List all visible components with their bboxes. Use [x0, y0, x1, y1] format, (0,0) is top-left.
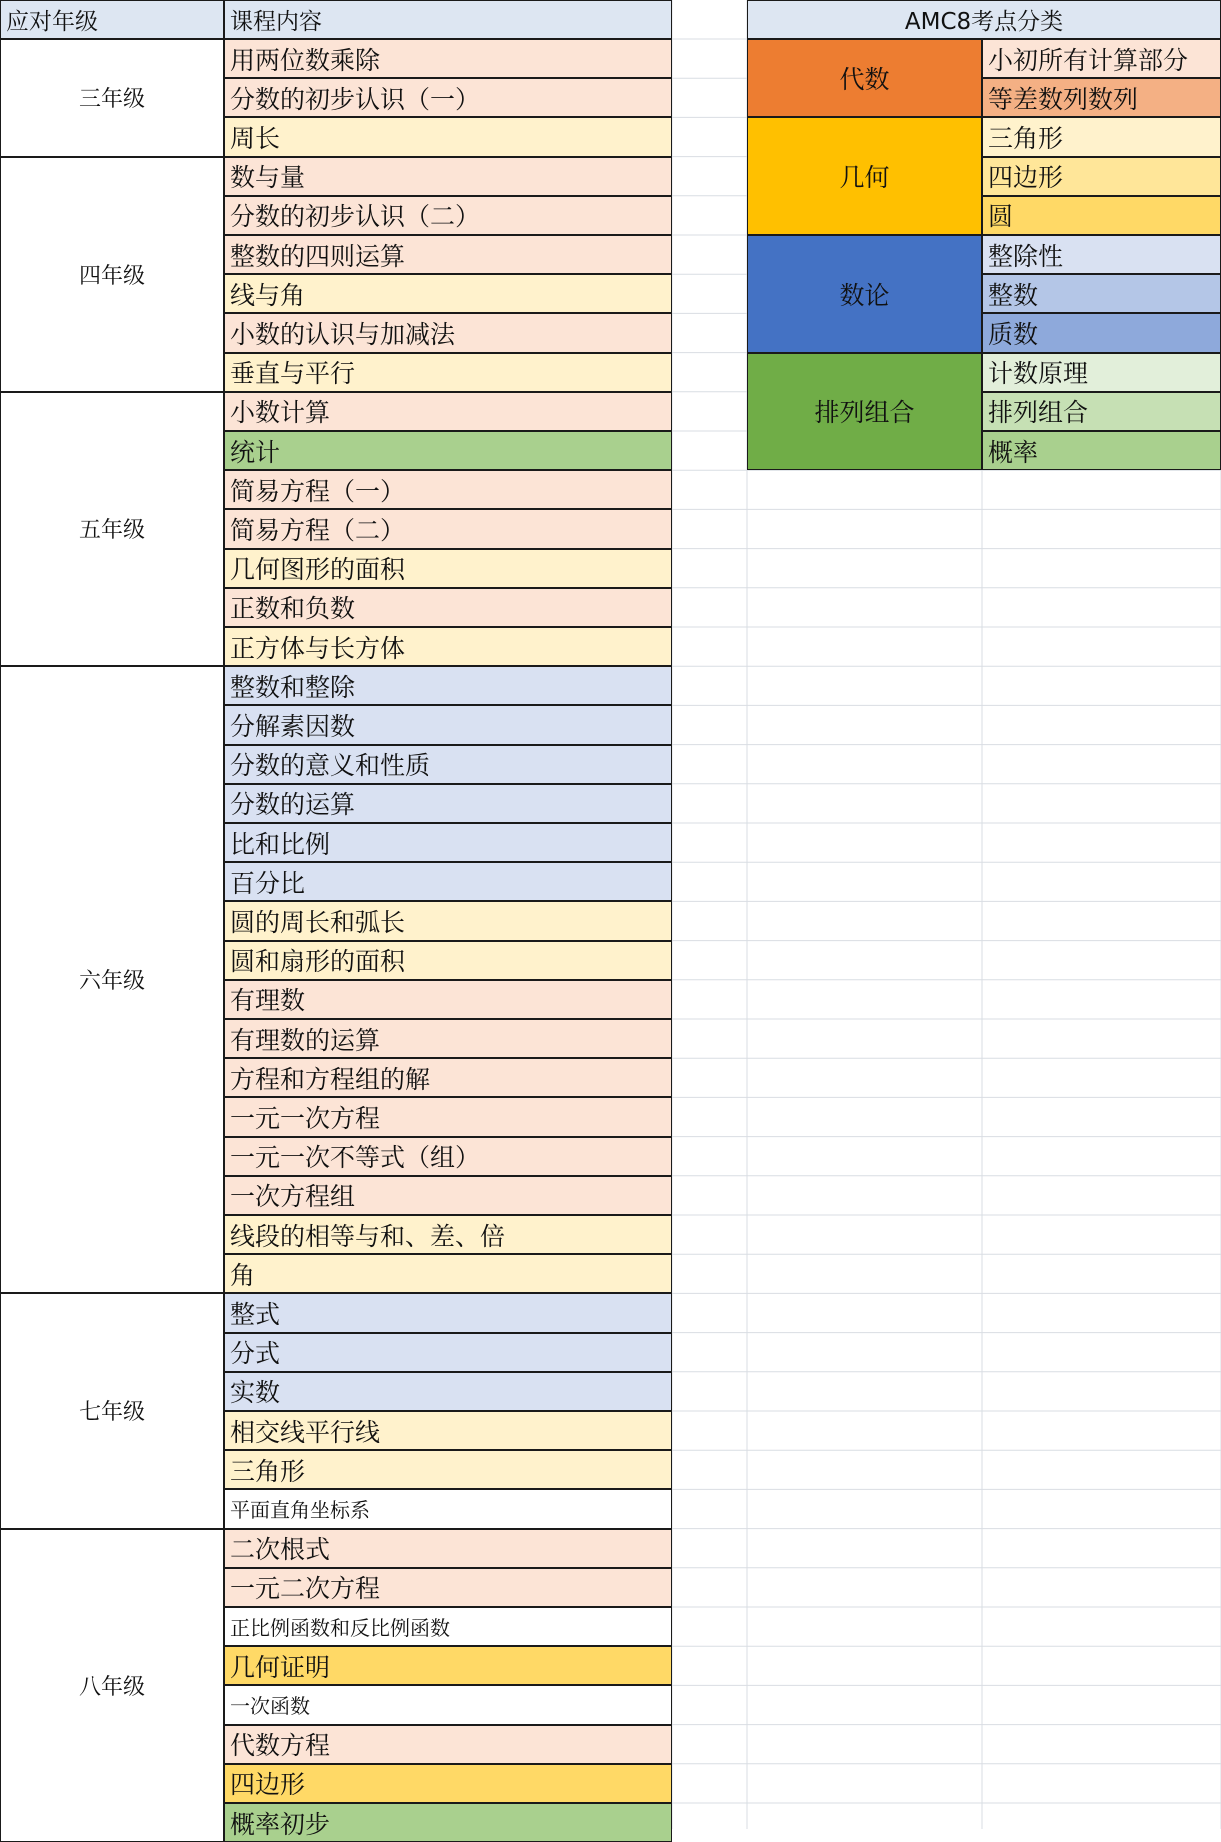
category-item-cell[interactable]: 圆: [982, 196, 1221, 235]
topic-cell[interactable]: 三角形: [224, 1450, 672, 1489]
grade-cell[interactable]: 六年级: [0, 666, 224, 1293]
category-item-cell[interactable]: 质数: [982, 313, 1221, 352]
topic-cell[interactable]: 简易方程（二）: [224, 509, 672, 548]
topic-cell[interactable]: 线与角: [224, 274, 672, 313]
topic-cell[interactable]: 一元二次方程: [224, 1568, 672, 1607]
category-item-cell[interactable]: 三角形: [982, 117, 1221, 156]
topic-cell[interactable]: 圆和扇形的面积: [224, 941, 672, 980]
topic-cell[interactable]: 整式: [224, 1293, 672, 1332]
topic-cell[interactable]: 整数和整除: [224, 666, 672, 705]
topic-cell[interactable]: 有理数: [224, 980, 672, 1019]
topic-cell[interactable]: 正方体与长方体: [224, 627, 672, 666]
category-item-cell[interactable]: 四边形: [982, 157, 1221, 196]
topic-cell[interactable]: 比和比例: [224, 823, 672, 862]
topic-cell[interactable]: 一元一次不等式（组）: [224, 1137, 672, 1176]
topic-cell[interactable]: 代数方程: [224, 1725, 672, 1764]
topic-cell[interactable]: 平面直角坐标系: [224, 1489, 672, 1528]
topic-cell[interactable]: 一次方程组: [224, 1176, 672, 1215]
category-item-cell[interactable]: 整除性: [982, 235, 1221, 274]
topic-cell[interactable]: 整数的四则运算: [224, 235, 672, 274]
category-item-cell[interactable]: 小初所有计算部分: [982, 39, 1221, 78]
topic-cell[interactable]: 分数的初步认识（二）: [224, 196, 672, 235]
category-item-cell[interactable]: 概率: [982, 431, 1221, 470]
topic-cell[interactable]: 线段的相等与和、差、倍: [224, 1215, 672, 1254]
topic-cell[interactable]: 概率初步: [224, 1803, 672, 1842]
topic-cell[interactable]: 小数的认识与加减法: [224, 313, 672, 352]
topic-cell[interactable]: 分解素因数: [224, 705, 672, 744]
topic-cell[interactable]: 圆的周长和弧长: [224, 901, 672, 940]
grade-cell[interactable]: 七年级: [0, 1293, 224, 1528]
topic-cell[interactable]: 周长: [224, 117, 672, 156]
category-item-cell[interactable]: 计数原理: [982, 353, 1221, 392]
category-cell[interactable]: 几何: [747, 117, 982, 235]
topic-cell[interactable]: 分式: [224, 1333, 672, 1372]
header-grade[interactable]: 应对年级: [0, 0, 224, 39]
topic-cell[interactable]: 正数和负数: [224, 588, 672, 627]
topic-cell[interactable]: 角: [224, 1254, 672, 1293]
topic-cell[interactable]: 小数计算: [224, 392, 672, 431]
grade-cell[interactable]: 五年级: [0, 392, 224, 666]
category-item-cell[interactable]: 整数: [982, 274, 1221, 313]
topic-cell[interactable]: 垂直与平行: [224, 353, 672, 392]
header-amc8[interactable]: AMC8考点分类: [747, 0, 1221, 39]
header-content[interactable]: 课程内容: [224, 0, 672, 39]
topic-cell[interactable]: 一次函数: [224, 1685, 672, 1724]
topic-cell[interactable]: 几何证明: [224, 1646, 672, 1685]
category-item-cell[interactable]: 排列组合: [982, 392, 1221, 431]
topic-cell[interactable]: 实数: [224, 1372, 672, 1411]
topic-cell[interactable]: 用两位数乘除: [224, 39, 672, 78]
topic-cell[interactable]: 百分比: [224, 862, 672, 901]
topic-cell[interactable]: 分数的意义和性质: [224, 745, 672, 784]
topic-cell[interactable]: 简易方程（一）: [224, 470, 672, 509]
grade-cell[interactable]: 八年级: [0, 1529, 224, 1842]
topic-cell[interactable]: 分数的初步认识（一）: [224, 78, 672, 117]
category-cell[interactable]: 代数: [747, 39, 982, 117]
topic-cell[interactable]: 数与量: [224, 157, 672, 196]
category-item-cell[interactable]: 等差数列数列: [982, 78, 1221, 117]
topic-cell[interactable]: 正比例函数和反比例函数: [224, 1607, 672, 1646]
topic-cell[interactable]: 相交线平行线: [224, 1411, 672, 1450]
topic-cell[interactable]: 四边形: [224, 1764, 672, 1803]
category-cell[interactable]: 排列组合: [747, 353, 982, 471]
topic-cell[interactable]: 统计: [224, 431, 672, 470]
topic-cell[interactable]: 几何图形的面积: [224, 549, 672, 588]
category-cell[interactable]: 数论: [747, 235, 982, 353]
topic-cell[interactable]: 二次根式: [224, 1529, 672, 1568]
grade-cell[interactable]: 三年级: [0, 39, 224, 157]
grade-cell[interactable]: 四年级: [0, 157, 224, 392]
topic-cell[interactable]: 分数的运算: [224, 784, 672, 823]
topic-cell[interactable]: 有理数的运算: [224, 1019, 672, 1058]
topic-cell[interactable]: 一元一次方程: [224, 1097, 672, 1136]
topic-cell[interactable]: 方程和方程组的解: [224, 1058, 672, 1097]
